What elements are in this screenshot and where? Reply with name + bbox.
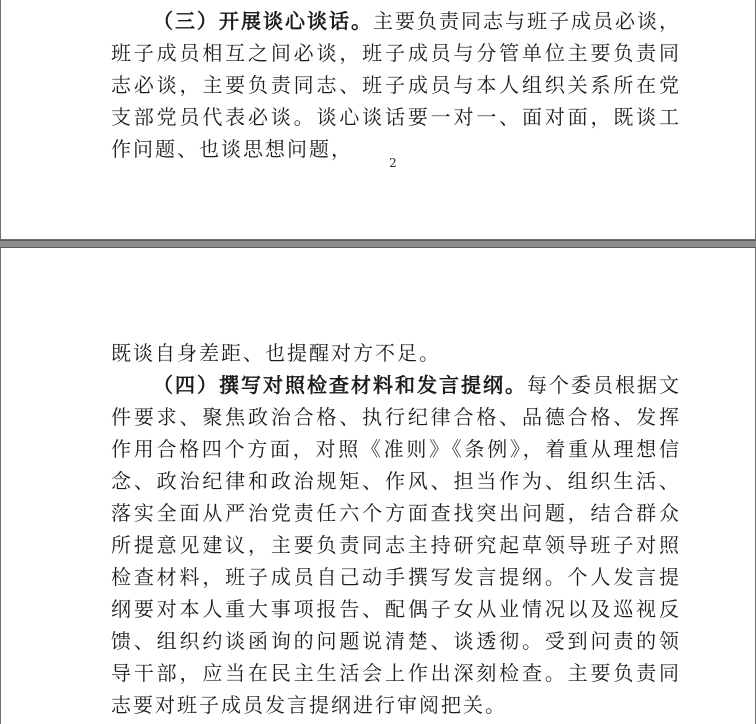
document-page-bottom bbox=[0, 248, 756, 724]
text-block-bottom bbox=[111, 337, 681, 721]
paragraph-body-three: 主要负责同志与班子成员必谈，班子成员相互之间必谈，班子成员与分管单位主要负责同志必谈，主要负责同志、班子成员与本人组织关系所在党支部党员代表必谈。谈心谈话要一对一、面对面，既谈工作问题、也谈思想问题， bbox=[111, 9, 681, 161]
document-page-top bbox=[0, 0, 756, 240]
page-number: 2 bbox=[389, 156, 397, 170]
paragraph-talk-heart-to-heart bbox=[111, 5, 681, 165]
paragraph-write-materials bbox=[111, 369, 681, 721]
page-separator bbox=[0, 240, 756, 248]
paragraph-continuation: 既谈自身差距、也提醒对方不足。 bbox=[111, 341, 441, 365]
text-block-top bbox=[111, 5, 681, 165]
paragraph-body-four: 每个委员根据文件要求、聚焦政治合格、执行纪律合格、品德合格、发挥作用合格四个方面，对照《准则》《条例》，着重从理想信念、政治纪律和政治规矩、作风、担当作为、组织生活、落实全面从严治党责任六个方面查找突出问题，结合群众所提意见建议，主要负责同志主持研究起草领导班子对照检查材料，班子成员自己动手撰写发言提纲。个人发言提纲要对本人重大事项报告、配偶子女从业情况以及巡视反馈、组织约谈函询的问题说清楚、谈透彻。受到问责的领导干部，应当在民主生活会上作出深刻检查。主要负责同志要对班子成员发言提纲进行审阅把关。 bbox=[111, 373, 681, 717]
section-heading-three: （三）开展谈心谈话。 bbox=[153, 9, 373, 33]
section-heading-four: （四）撰写对照检查材料和发言提纲。 bbox=[153, 373, 527, 397]
